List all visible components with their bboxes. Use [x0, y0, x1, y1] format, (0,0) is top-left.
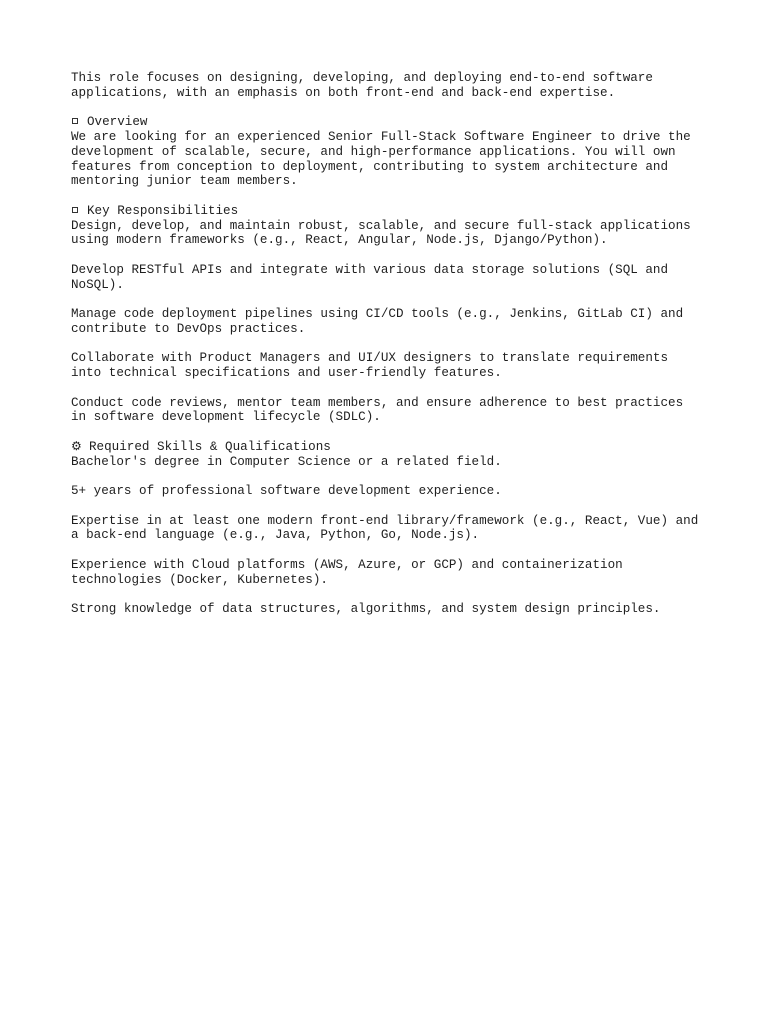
responsibility-item: Collaborate with Product Managers and UI/UX designers to translate requirements into technical specifications and user-friendly features. — [71, 351, 669, 380]
skill-item: Bachelor's degree in Computer Science or a related field. — [71, 454, 502, 469]
overview-section — [71, 115, 721, 189]
skill-item: Experience with Cloud platforms (AWS, Azure, or GCP) and containerization technologies (Docker, Kubernetes). — [71, 557, 623, 587]
responsibility-item: Manage code deployment pipelines using CI/CD tools (e.g., Jenkins, GitLab CI) and contribute to DevOps practices. — [71, 307, 684, 336]
responsibility-item: Conduct code reviews, mentor team members, and ensure adherence to best practices in software development lifecycle (SDLC). — [71, 395, 684, 425]
skills-heading — [71, 440, 721, 455]
skills-heading-label: Required Skills & Qualifications — [89, 439, 331, 454]
skill-item: Strong knowledge of data structures, algorithms, and system design principles. — [71, 602, 661, 616]
skills-section — [71, 440, 721, 617]
square-icon — [72, 207, 78, 213]
responsibilities-heading — [71, 204, 721, 219]
job-description-document — [71, 71, 721, 632]
responsibility-item: Design, develop, and maintain robust, scalable, and secure full-stack applications using modern frameworks (e.g., React, Angular, Node.js, Django/Python). — [71, 218, 691, 248]
intro-paragraph: This role focuses on designing, developing, and deploying end-to-end software applications, with an emphasis on both front-end and back-end expertise. — [71, 71, 653, 100]
responsibility-item: Develop RESTful APIs and integrate with various data storage solutions (SQL and NoSQL). — [71, 262, 669, 292]
skill-item: 5+ years of professional software development experience. — [71, 484, 502, 498]
gear-icon: ⚙ — [71, 438, 82, 453]
responsibilities-heading-label: Key Responsibilities — [87, 203, 239, 218]
overview-heading — [71, 115, 721, 130]
overview-body: We are looking for an experienced Senior Full-Stack Software Engineer to drive the development of scalable, secure, and high-performance applications. You will own features from conception to deployment, contributing to system architecture and mentoring junior team members. — [71, 130, 691, 189]
responsibilities-section — [71, 204, 721, 425]
overview-heading-label: Overview — [87, 115, 148, 130]
square-icon — [72, 118, 78, 124]
skill-item: Expertise in at least one modern front-end library/framework (e.g., React, Vue) and a back-end language (e.g., Java, Python, Go, Node.js). — [71, 513, 699, 543]
